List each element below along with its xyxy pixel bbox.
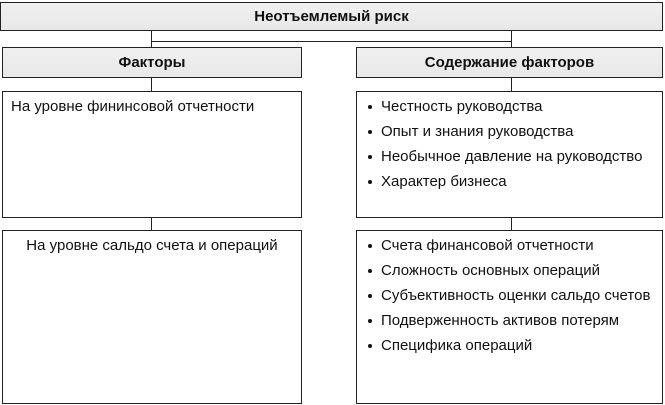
list-item: Честность руководства <box>365 96 654 117</box>
title-box <box>0 2 663 31</box>
list-item: Необычное давление на руководство <box>365 146 654 167</box>
connector-title-down-right <box>511 30 512 42</box>
connector-top-horizontal <box>151 41 512 42</box>
factor-text-account-balances: На уровне сальдо счета и операций <box>26 237 278 254</box>
title-text: Неотъемлемый риск <box>254 8 409 25</box>
connector-right-header-to-row1 <box>511 78 512 92</box>
connector-left-header-to-row1 <box>151 78 152 92</box>
list-item: Характер бизнеса <box>365 171 654 192</box>
factors-header-text: Факторы <box>118 54 186 71</box>
contents-list-account-balances <box>365 235 654 356</box>
factors-header-box <box>2 47 302 78</box>
list-item: Счета финансовой отчетности <box>365 235 654 256</box>
contents-box-account-balances <box>356 230 663 404</box>
list-item: Субъективность оценки сальдо счетов <box>365 285 654 306</box>
contents-box-financial-statements <box>356 91 663 218</box>
contents-header-box <box>356 47 663 78</box>
contents-list-financial-statements <box>365 96 654 192</box>
list-item: Опыт и знания руководства <box>365 121 654 142</box>
connector-right-row1-to-row2 <box>511 217 512 231</box>
factor-text-financial-statements: На уровне фининсовой отчетности <box>11 98 255 115</box>
list-item: Специфика операций <box>365 335 654 356</box>
list-item: Сложность основных операций <box>365 260 654 281</box>
connector-title-down-left <box>151 30 152 42</box>
connector-left-row1-to-row2 <box>151 217 152 231</box>
list-item: Подверженность активов потерям <box>365 310 654 331</box>
contents-header-text: Содержание факторов <box>424 54 595 71</box>
factor-box-financial-statements <box>2 91 302 218</box>
factor-box-account-balances <box>2 230 302 404</box>
